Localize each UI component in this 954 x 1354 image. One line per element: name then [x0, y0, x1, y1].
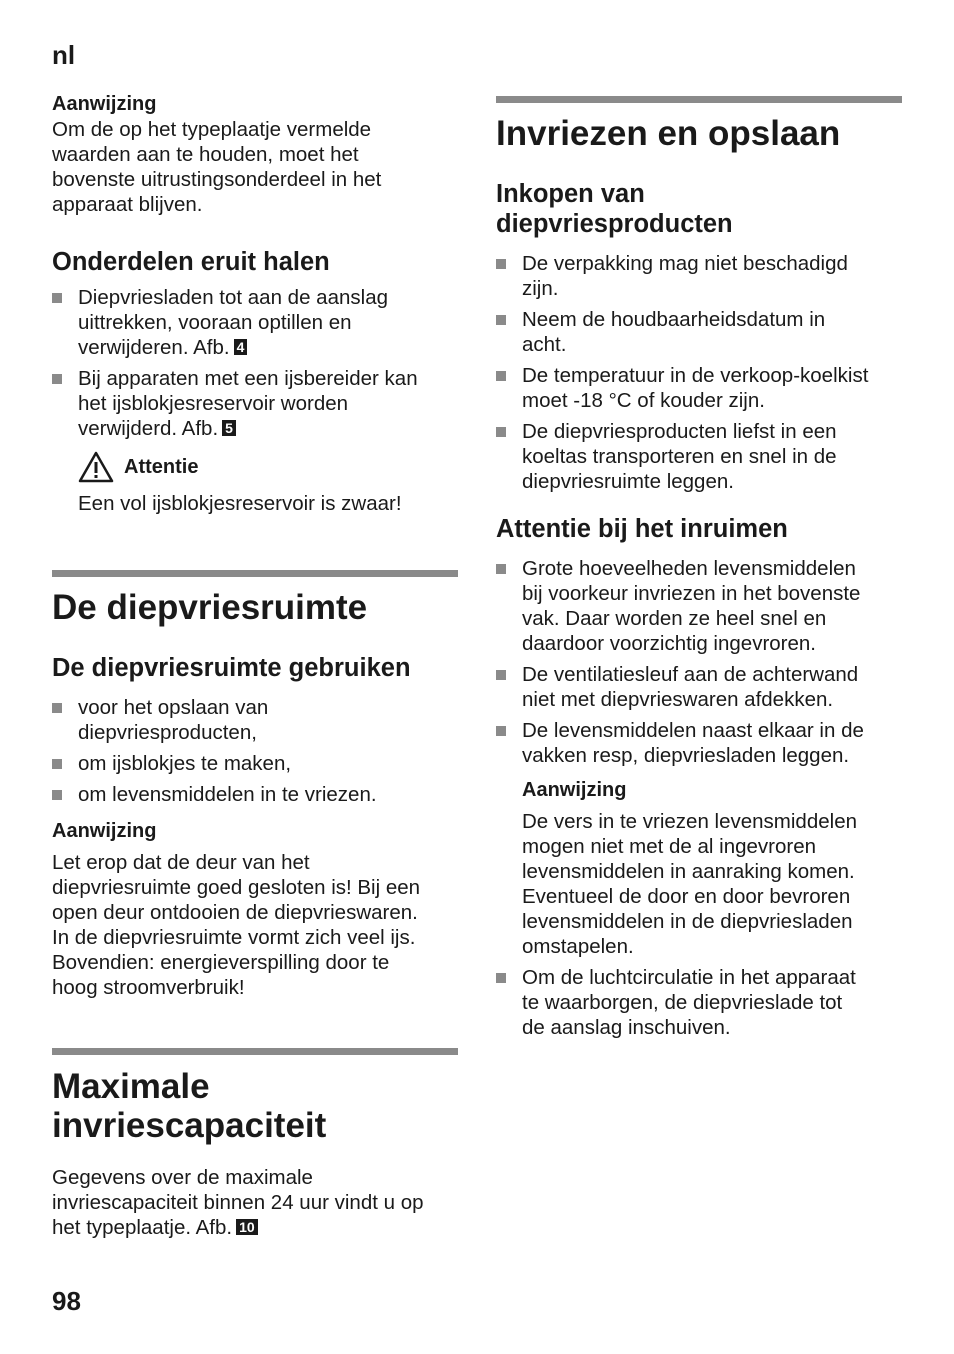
list-item: om levensmiddelen in te vriezen.: [52, 782, 458, 807]
list-item: om ijsblokjes te maken,: [52, 751, 458, 776]
section-heading: Inkopen van diepvriesproducten: [496, 180, 733, 238]
figure-ref: 4: [234, 339, 248, 355]
note-title: Aanwijzing: [522, 779, 627, 801]
page-number: 98: [52, 1286, 81, 1316]
section-rule: [496, 96, 902, 103]
capacity-text: Gegevens over de maximale invriescapaciteit binnen 24 uur vindt u op het typeplaatje. Afb. 10: [52, 1166, 424, 1239]
bullet-icon: [496, 371, 506, 381]
bullet-icon: [496, 259, 506, 269]
list-item: Om de luchtcirculatie in het apparaat te waarborgen, de diepvrieslade tot de aanslag inschuiven.: [496, 965, 902, 1040]
bullet-icon: [52, 374, 62, 384]
note-text: Let erop dat de deur van het diepvriesruimte goed gesloten is! Bij een open deur ontdooien de diepvrieswaren. In de diepvriesruimte vormt zich veel ijs. Bovendien: energieverspilling door te hoog stroomverbruik!: [52, 851, 421, 999]
bullet-icon: [496, 564, 506, 574]
storing-list: [496, 556, 902, 768]
list-item: Diepvriesladen tot aan de aanslag uittrekken, vooraan optillen en verwijderen. Afb. 4: [52, 285, 458, 360]
attention-box: [78, 451, 458, 516]
section-rule: [52, 1048, 458, 1055]
list-item: Grote hoeveelheden levensmiddelen bij voorkeur invriezen in het bovenste vak. Daar worden ze heel snel en daardoor voorzichtig ingevroren.: [496, 556, 902, 656]
bullet-icon: [496, 427, 506, 437]
attention-title: Attentie: [124, 455, 199, 478]
section-remove-parts: [52, 247, 458, 516]
note-typeplate: [52, 92, 381, 217]
list-item: De levensmiddelen naast elkaar in de vakken resp, diepvriesladen leggen.: [496, 718, 902, 768]
bullet-icon: [52, 759, 62, 769]
figure-ref: 10: [236, 1219, 258, 1235]
storing-list-continued: [496, 965, 902, 1040]
note-title: Aanwijzing: [52, 820, 157, 842]
list-item: Bij apparaten met een ijsbereider kan het ijsblokjesreservoir worden verwijderd. Afb. 5: [52, 366, 458, 441]
list-item: De verpakking mag niet beschadigd zijn.: [496, 251, 902, 301]
section-freezer: [52, 588, 458, 1000]
note-text: Om de op het typeplaatje vermelde waarden aan te houden, moet het bovenste uitrustingsonderdeel in het apparaat blijven.: [52, 118, 382, 216]
buying-list: [496, 251, 902, 494]
remove-list: [52, 285, 458, 441]
note-text: De vers in te vriezen levensmiddelen mogen niet met de al ingevroren levensmiddelen in aanraking komen. Eventueel de door en door bevroren levensmiddelen in de diepvriesladen omstapelen.: [522, 810, 857, 958]
warning-icon: [78, 451, 114, 483]
note-door: [52, 819, 458, 1000]
bullet-icon: [52, 703, 62, 713]
chapter-heading: Maximale invriescapaciteit: [52, 1067, 327, 1145]
section-heading: Onderdelen eruit halen: [52, 248, 330, 276]
list-item: Neem de houdbaarheidsdatum in acht.: [496, 307, 902, 357]
figure-ref: 5: [222, 420, 236, 436]
chapter-heading: De diepvriesruimte: [52, 588, 368, 627]
section-freezing-storing: [496, 114, 902, 1046]
note-fresh-food: [522, 778, 902, 959]
section-capacity: [52, 1067, 458, 1240]
bullet-icon: [496, 726, 506, 736]
list-item: De diepvriesproducten liefst in een koeltas transporteren en snel in de diepvriesruimte leggen.: [496, 419, 902, 494]
section-heading: De diepvriesruimte gebruiken: [52, 654, 411, 682]
bullet-icon: [496, 315, 506, 325]
section-heading: Attentie bij het inruimen: [496, 515, 788, 543]
chapter-heading: Invriezen en opslaan: [496, 114, 841, 153]
bullet-icon: [52, 790, 62, 800]
attention-text: Een vol ijsblokjesreservoir is zwaar!: [78, 492, 402, 515]
note-title: Aanwijzing: [52, 93, 157, 115]
bullet-icon: [52, 293, 62, 303]
list-item: De ventilatiesleuf aan de achterwand niet met diepvrieswaren afdekken.: [496, 662, 902, 712]
bullet-icon: [496, 973, 506, 983]
language-label: nl: [52, 40, 76, 70]
freezer-use-list: [52, 695, 458, 807]
list-item: voor het opslaan van diepvriesproducten,: [52, 695, 458, 745]
bullet-icon: [496, 670, 506, 680]
list-item: De temperatuur in de verkoop-koelkist moet -18 °C of kouder zijn.: [496, 363, 902, 413]
section-rule: [52, 570, 458, 577]
